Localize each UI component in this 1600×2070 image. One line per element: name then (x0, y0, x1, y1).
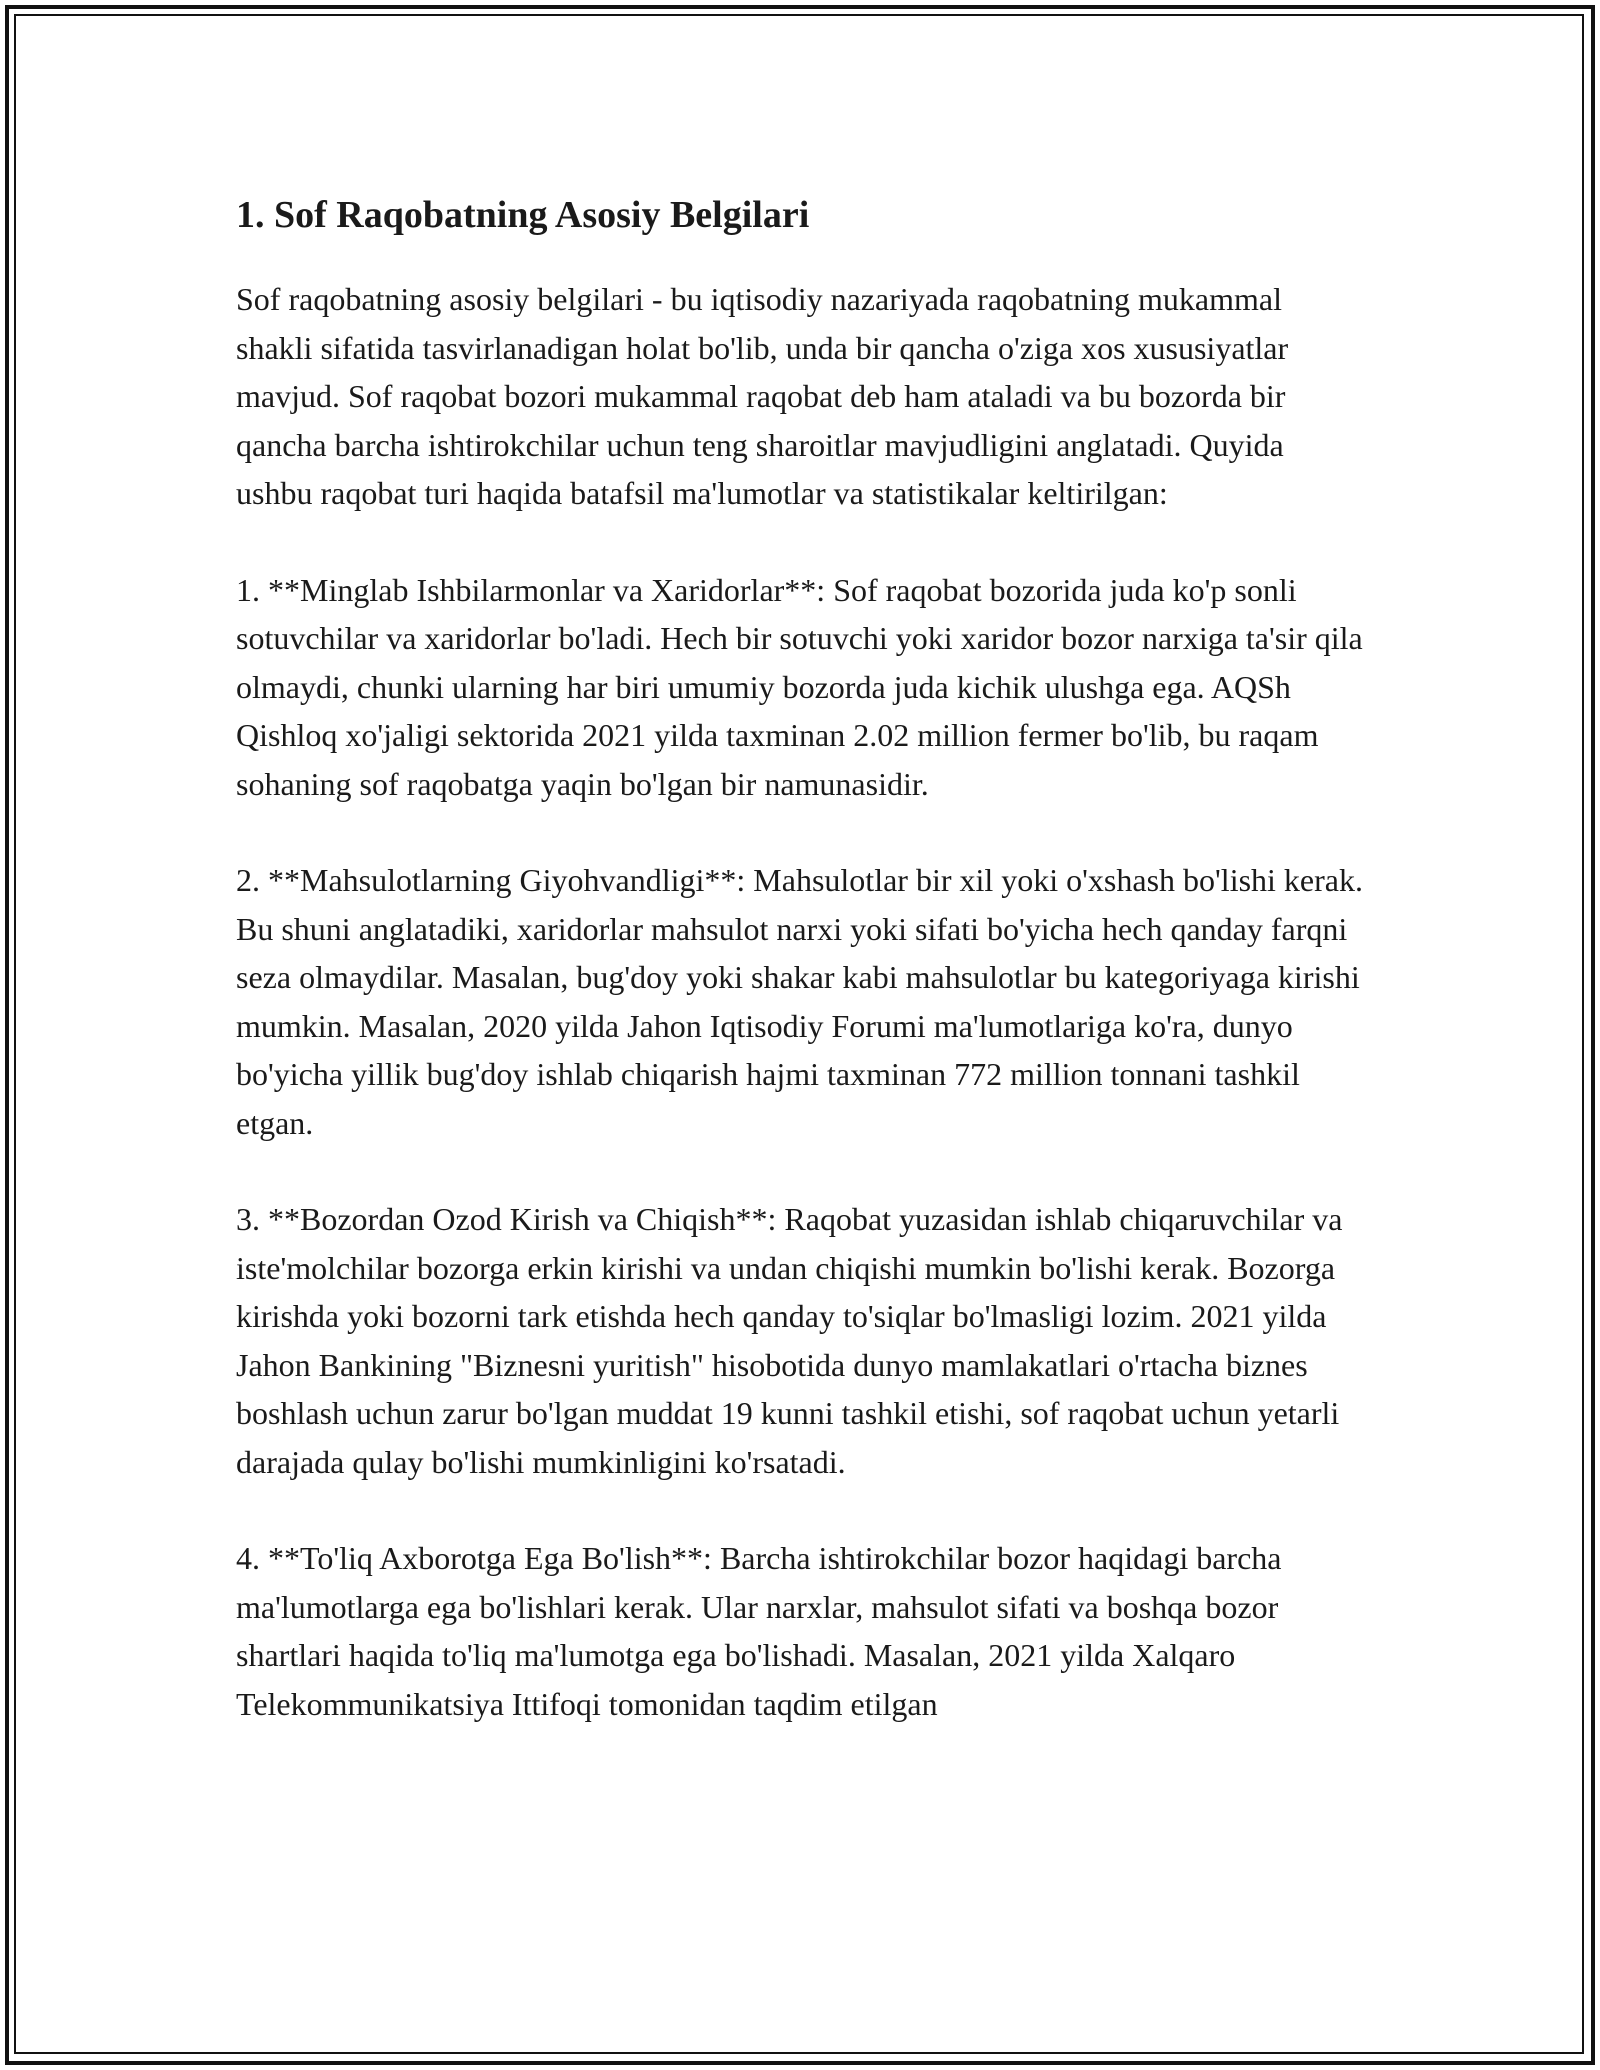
section-title: 1. Sof Raqobatning Asosiy Belgilari (236, 194, 810, 236)
document-page (236, 183, 1364, 1776)
intro-paragraph: Sof raqobatning asosiy belgilari - bu iqtisodiy nazariyada raqobatning mukammal shakli sifatida tasvirlanadigan holat bo'lib, unda bir qancha o'ziga xos xususiyatlar mavjud. Sof raqobat bozori mukammal raqobat deb ham ataladi va bu bozorda bir qancha barcha ishtirokchilar uchun teng sharoitlar mavjudligini anglatadi. Quyida ushbu raqobat turi haqida batafsil ma'lumotlar va statistikalar keltirilgan: (236, 281, 1289, 511)
list-item-1: 1. **Minglab Ishbilarmonlar va Xaridorlar**: Sof raqobat bozorida juda ko'p sonli sotuvchilar va xaridorlar bo'ladi. Hech bir sotuvchi yoki xaridor bozor narxiga ta'sir qila olmaydi, chunki ularning har biri umumiy bozorda juda kichik ulushga ega. AQSh Qishloq xo'jaligi sektorida 2021 yilda taxminan 2.02 million fermer bo'lib, bu raqam sohaning sof raqobatga yaqin bo'lgan bir namunasidir. (236, 571, 1363, 802)
list-item-4: 4. **To'liq Axborotga Ega Bo'lish**: Barcha ishtirokchilar bozor haqidagi barcha ma'lumotlarga ega bo'lishlari kerak. Ular narxlar, mahsulot sifati va boshqa bozor shartlari haqida to'liq ma'lumotga ega bo'lishadi. Masalan, 2021 yilda Xalqaro Telekommunikatsiya Ittifoqi tomonidan taqdim etilgan (236, 1540, 1282, 1722)
list-item-2: 2. **Mahsulotlarning Giyohvandligi**: Mahsulotlar bir xil yoki o'xshash bo'lishi kerak. Bu shuni anglatadiki, xaridorlar mahsulot narxi yoki sifati bo'yicha hech qanday farqni seza olmaydilar. Masalan, bug'doy yoki shakar kabi mahsulotlar bu kategoriyaga kirishi mumkin. Masalan, 2020 yilda Jahon Iqtisodiy Forumi ma'lumotlariga ko'ra, dunyo bo'yicha yillik bug'doy ishlab chiqarish hajmi taxminan 772 million tonnani tashkil etgan. (236, 862, 1363, 1141)
list-item-3: 3. **Bozordan Ozod Kirish va Chiqish**: Raqobat yuzasidan ishlab chiqaruvchilar va iste'molchilar bozorga erkin kirishi va undan chiqishi mumkin bo'lishi kerak. Bozorga kirishda yoki bozorni tark etishda hech qanday to'siqlar bo'lmasligi lozim. 2021 yilda Jahon Bankining "Biznesni yuritish" hisobotida dunyo mamlakatlari o'rtacha biznes boshlash uchun zarur bo'lgan muddat 19 kunni tashkil etishi, sof raqobat uchun yetarli darajada qulay bo'lishi mumkinligini ko'rsatadi. (236, 1201, 1343, 1480)
